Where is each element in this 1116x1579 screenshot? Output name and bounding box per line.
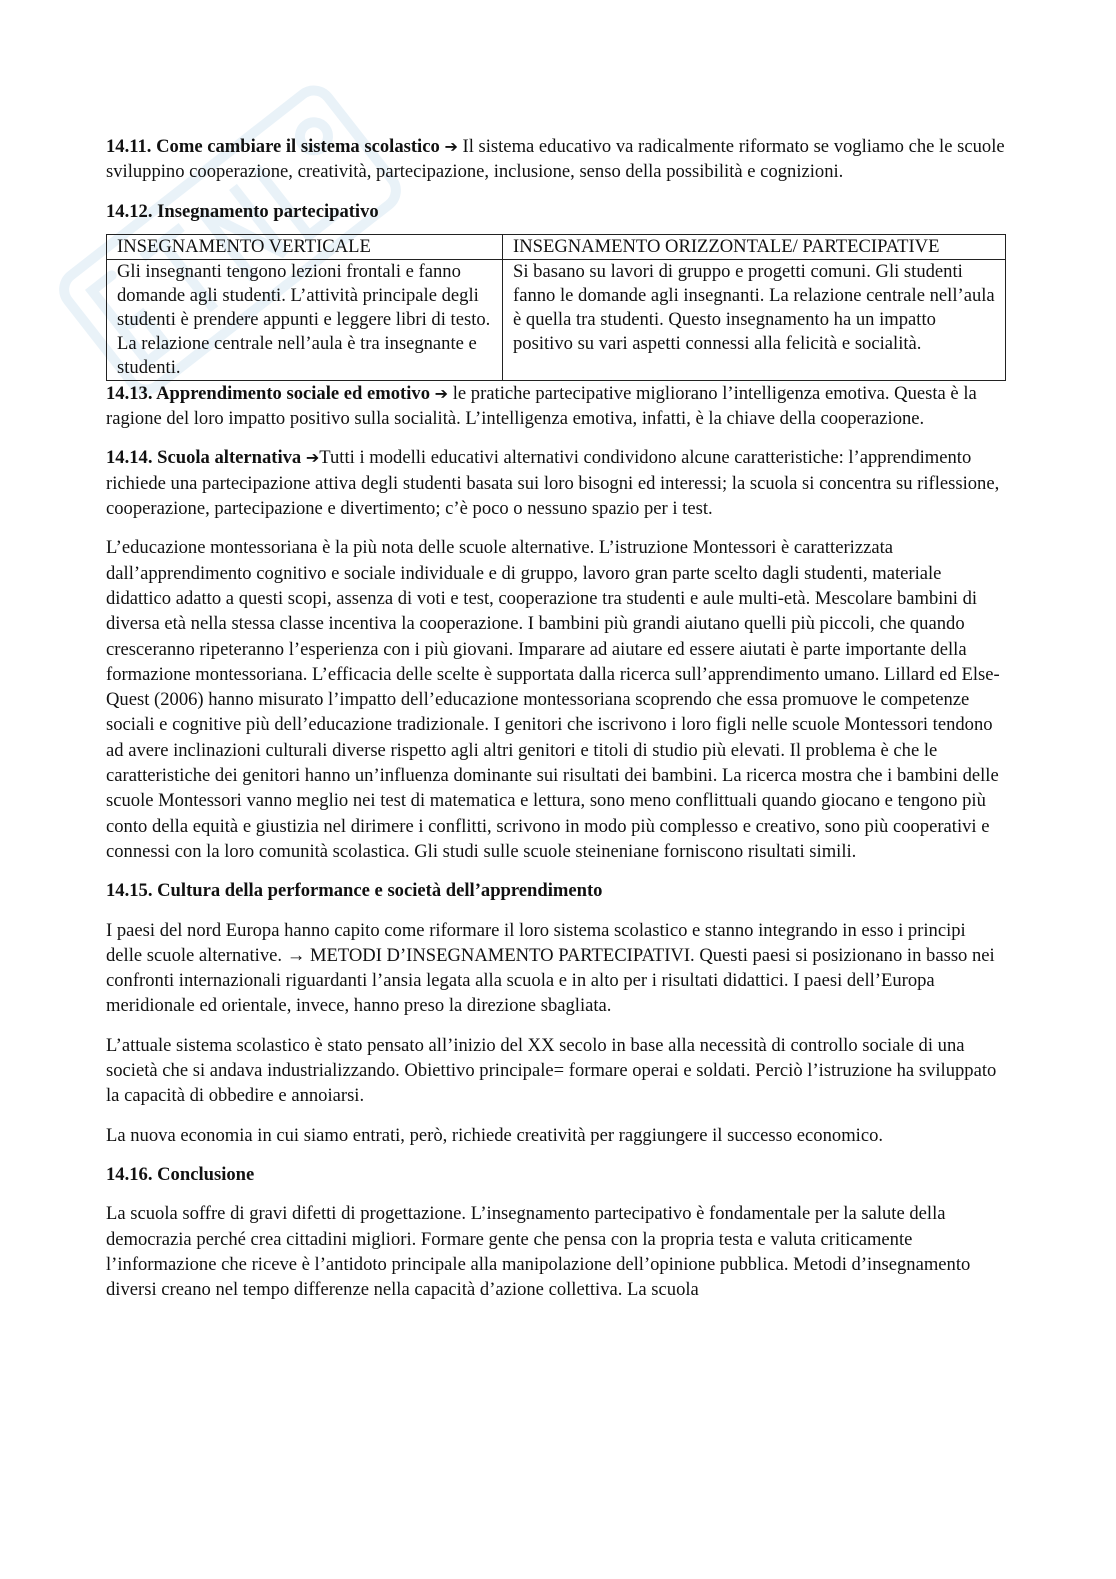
nordic-paragraph (106, 918, 1006, 1019)
montessori-paragraph: L’educazione montessoriana è la più nota delle scuole alternative. L’istruzione Montessori è caratterizzata dall’apprendimento cognitivo e sociale individuale e di gruppo, lavoro gran parte scelto dagli studenti, materiale didattico adatto a questi scopi, assenza di voti e test, cooperazione tra studenti e aule multi-età. Mescolare bambini di diversa età nella stessa classe incentiva la cooperazione. I bambini più grandi aiutano quelli più piccoli, che quando cresceranno ripeteranno l’esperienza con i più giovani. Imparare ad aiutare ed essere aiutati è parte importante della formazione montessoriana. L’efficacia delle scelte è supportata dalla ricerca sull’apprendimento umano. Lillard ed Else-Quest (2006) hanno misurato l’impatto dell’educazione montessoriana scoprendo che essa promuove le competenze sociali e cognitive più dell’educazione tradizionale. I genitori che iscrivono i loro figli nelle scuole Montessori tendono ad avere inclinazioni culturali diverse rispetto agli altri genitori e titoli di studio più elevati. Il problema è che le caratteristiche dei genitori hanno un’influenza dominante sui risultati dei bambini. La ricerca mostra che i bambini delle scuole Montessori vanno meglio nei test di matematica e lettura, sono meno conflittuali quando giocano e tengono più conto della equità e giustizia nel dirimere i conflitti, scrivono in modo più complesso e creativo, sono più cooperativi e connessi con la loro comunità scolastica. Gli studi sulle scuole steineniane forniscono risultati simili. (106, 537, 1000, 862)
table-header-row (107, 234, 1006, 259)
table-row (107, 259, 1006, 380)
table-cell: Si basano su lavori di gruppo e progetti comuni. Gli studenti fanno le domande agli insegnanti. La relazione centrale nell’aula è quella tra studenti. Questo insegnamento ha un impatto positivo su vari aspetti connessi alla felicità e socialità. (503, 259, 1006, 380)
section-heading: 14.13. Apprendimento sociale ed emotivo (106, 382, 431, 404)
section-text: Tutti i modelli educativi alternativi condividono alcune caratteristiche: l’apprendimento richiede una partecipazione attiva degli studenti basata sui loro bisogni ed interessi; la scuola si concentra su riflessione, cooperazione, partecipazione e divertimento; c’è poco o nessuno spazio per i test. (106, 447, 1000, 520)
economy-paragraph: La nuova economia in cui siamo entrati, però, richiede creatività per raggiungere il successo economico. (106, 1124, 884, 1146)
section-heading-14-15: 14.15. Cultura della performance e società dell’apprendimento (106, 880, 603, 902)
history-paragraph: L’attuale sistema scolastico è stato pensato all’inizio del XX secolo in base alla necessità di controllo sociale di una società che si andava industrializzando. Obiettivo principale= formare operai e soldati. Perciò l’istruzione ha sviluppato la capacità di obbedire e annoiarsi. (106, 1034, 997, 1107)
paragraph-text: I paesi del nord Europa hanno capito come riformare il loro sistema scolastico e stanno integrando in esso i principi delle scuole alternative. (106, 919, 966, 966)
paragraph-text: METODI D’INSEGNAMENTO PARTECIPATIVI. Questi paesi si posizionano in basso nei confronti internazionali riguardanti l’ansia legata alla scuola e in alto per i risultati didattici. I paesi dell’Europa meridionale ed orientale, invece, hanno preso la direzione sbagliata. (106, 944, 995, 1017)
table-header-cell: INSEGNAMENTO ORIZZONTALE/ PARTECIPATIVE (503, 234, 1006, 259)
arrow-right-icon: ➔ (444, 137, 458, 156)
section-heading: 14.11. Come cambiare il sistema scolastico (106, 136, 440, 157)
section-14-14 (106, 445, 1006, 521)
thin-arrow-icon: → (286, 944, 306, 966)
conclusion-paragraph: La scuola soffre di gravi difetti di progettazione. L’insegnamento partecipativo è fondamentale per la salute della democrazia perché crea cittadini migliori. Formare gente che pensa con la propria testa e valuta criticamente l’informazione che riceve è l’antidoto principale alla manipolazione dell’opinione pubblica. Metodi d’insegnamento diversi creano nel tempo differenze nella capacità d’azione collettiva. La scuola (106, 1203, 971, 1301)
arrow-right-icon: ➔ (434, 383, 449, 403)
section-heading: 14.14. Scuola alternativa (106, 447, 302, 469)
section-heading-14-16: 14.16. Conclusione (106, 1163, 255, 1185)
section-14-11 (106, 134, 1006, 185)
document-body (106, 134, 1006, 1316)
section-14-13 (106, 381, 1006, 432)
section-text: le pratiche partecipative migliorano l’intelligenza emotiva. Questa è la ragione del loro impatto positivo sulla socialità. L’intelligenza emotiva, infatti, è la chiave della cooperazione. (106, 382, 977, 430)
section-text: Il sistema educativo va radicalmente riformato se vogliamo che le scuole sviluppino cooperazione, creatività, partecipazione, inclusione, senso della possibilità e cognizioni. (106, 136, 1005, 183)
table-header-cell: INSEGNAMENTO VERTICALE (107, 234, 503, 259)
section-heading-14-12: 14.12. Insegnamento partecipativo (106, 200, 379, 222)
table-cell: Gli insegnanti tengono lezioni frontali e fanno domande agli studenti. L’attività principale degli studenti è prendere appunti e leggere libri di testo. La relazione centrale nell’aula è tra insegnante e studenti. (107, 259, 503, 380)
teaching-comparison-table (106, 234, 1006, 381)
arrow-right-icon: ➔ (305, 448, 320, 468)
